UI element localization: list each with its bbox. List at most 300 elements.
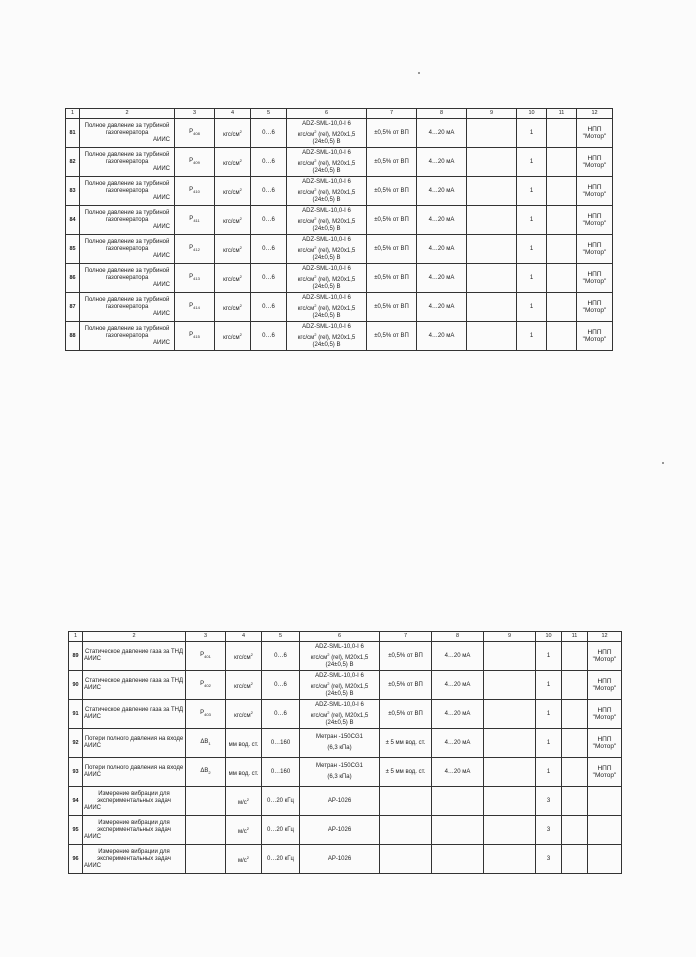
row-number: 91: [69, 700, 83, 729]
unit-cell: [226, 845, 262, 874]
range-cell: 0…6: [251, 264, 287, 293]
sensor-spec-line: [288, 128, 365, 139]
sensor-spec-line: [288, 302, 365, 313]
signal-cell: 4…20 мА: [417, 148, 467, 177]
unit: кгс/см: [223, 160, 240, 167]
error-cell: ±0,5% от ВП: [380, 671, 432, 700]
parameter-name-cell: [80, 235, 175, 264]
unit-cell: [226, 816, 262, 845]
symbol-index: 2: [208, 770, 211, 776]
sensor-supply: (24±0,5) В: [312, 196, 341, 203]
parameter-name: Полное давление за турбиной газогенератора: [84, 267, 170, 281]
symbol: P: [200, 651, 205, 658]
row-number: 90: [69, 671, 83, 700]
sensor-supply: (24±0,5) В: [312, 312, 341, 319]
sensor-spec-line: [301, 741, 378, 752]
error-cell: ± 5 мм вод. ст.: [380, 729, 432, 758]
symbol-index: 411: [193, 218, 200, 224]
sensor-thread: (rel), M20x1,5: [318, 131, 356, 138]
sensor-unit: кгс/см: [297, 276, 315, 283]
table-row: [66, 235, 613, 264]
symbol: P: [189, 273, 194, 280]
sensor-cell: [300, 845, 380, 874]
sensor-model: ADZ-SML-10,0-I 6: [315, 643, 364, 650]
symbol-cell: [186, 758, 226, 787]
symbol: P: [189, 128, 194, 135]
sensor-model: ADZ-SML-10,0-I 6: [302, 294, 351, 301]
sensor-unit: кгс/см: [297, 334, 315, 341]
manufacturer-cell: НПП "Мотор": [588, 671, 622, 700]
header-cell: 2: [80, 109, 175, 119]
manufacturer-cell: НПП "Мотор": [577, 148, 613, 177]
col9-cell: [484, 816, 536, 845]
sensor-model: Метран -150CG1: [316, 734, 363, 740]
unit: м/с: [237, 799, 247, 806]
measurement-table-2: [68, 631, 622, 874]
qty-cell: 1: [517, 293, 547, 322]
row-number: 92: [69, 729, 83, 758]
manufacturer-cell: НПП "Мотор": [588, 700, 622, 729]
sensor-model: ADZ-SML-10,0-I 6: [302, 120, 351, 127]
error-cell: [380, 845, 432, 874]
qty-cell: 3: [536, 787, 562, 816]
sensor-model: ADZ-SML-10,0-I 6: [302, 236, 351, 243]
parameter-name-cell: [80, 206, 175, 235]
table-row: [69, 787, 622, 816]
range-cell: 0…20 кГц: [262, 787, 300, 816]
sensor-model: ADZ-SML-10,0-I 6: [302, 265, 351, 272]
col9-cell: [467, 264, 517, 293]
error-cell: ± 5 мм вод. ст.: [380, 758, 432, 787]
col11-cell: [547, 264, 577, 293]
error-cell: ±0,5% от ВП: [367, 322, 417, 351]
symbol: ΔB: [200, 738, 209, 745]
sensor-thread: (rel), M20x1,5: [318, 218, 356, 225]
range-cell: 0…6: [262, 700, 300, 729]
unit-power: 2: [239, 302, 242, 308]
col9-cell: [484, 758, 536, 787]
range-cell: 0…160: [262, 729, 300, 758]
parameter-name: Полное давление за турбиной газогенератора: [84, 238, 170, 252]
symbol: P: [200, 709, 205, 716]
row-number: 95: [69, 816, 83, 845]
range-cell: 0…6: [251, 119, 287, 148]
col9-cell: [467, 235, 517, 264]
sensor-supply: (24±0,5) В: [312, 225, 341, 232]
table-row: [66, 148, 613, 177]
manufacturer-cell: НПП "Мотор": [588, 758, 622, 787]
unit-power: 2: [246, 796, 250, 802]
col11-cell: [562, 787, 588, 816]
sensor-unit: кгс/см: [310, 683, 328, 690]
sensor-spec-line: [288, 273, 365, 284]
sensor-unit-power: 2: [314, 157, 317, 163]
sensor-supply: (24±0,5) В: [312, 283, 341, 290]
unit-cell: [215, 119, 251, 148]
symbol: P: [189, 331, 194, 338]
unit-power: 2: [246, 825, 250, 831]
parameter-name: Полное давление за турбиной газогенератора: [84, 296, 170, 310]
qty-cell: 1: [517, 177, 547, 206]
table-row: [69, 642, 622, 671]
sensor-thread: (rel), M20x1,5: [318, 276, 356, 283]
sensor-model: АР-1026: [327, 855, 352, 862]
row-number: 85: [66, 235, 80, 264]
symbol-index: 402: [204, 683, 211, 689]
sensor-cell: [287, 177, 367, 206]
header-cell: 8: [417, 109, 467, 119]
sensor-cell: [300, 787, 380, 816]
col11-cell: [562, 758, 588, 787]
symbol: P: [189, 215, 194, 222]
system-label: АИИС: [84, 772, 101, 778]
header-cell: 7: [380, 632, 432, 642]
error-cell: ±0,5% от ВП: [367, 264, 417, 293]
qty-cell: 1: [517, 206, 547, 235]
error-cell: ±0,5% от ВП: [367, 293, 417, 322]
header-cell: 7: [367, 109, 417, 119]
sensor-unit: кгс/см: [297, 189, 315, 196]
row-number: 86: [66, 264, 80, 293]
table-row: [66, 206, 613, 235]
manufacturer-cell: НПП "Мотор": [577, 206, 613, 235]
range-cell: 0…6: [251, 148, 287, 177]
table-row: [69, 700, 622, 729]
sensor-unit-power: 2: [327, 709, 330, 715]
sensor-model: Метран -150CG1: [316, 763, 363, 769]
sensor-spec-line: [301, 680, 378, 691]
symbol: P: [189, 157, 194, 164]
sensor-unit-power: 2: [314, 244, 317, 250]
qty-cell: 1: [536, 642, 562, 671]
col9-cell: [467, 293, 517, 322]
symbol-cell: [175, 264, 215, 293]
parameter-name: Измерение вибрации для экспериментальных задач: [97, 848, 171, 862]
sensor-cell: [300, 729, 380, 758]
symbol-cell: [175, 177, 215, 206]
system-label: АИИС: [153, 339, 170, 346]
col11-cell: [547, 206, 577, 235]
symbol: ΔB: [200, 767, 209, 774]
signal-cell: 4…20 мА: [417, 235, 467, 264]
system-label: АИИС: [153, 194, 170, 201]
parameter-name: Статическое давление газа за ТНД: [84, 678, 184, 684]
unit-power: 2: [250, 680, 253, 686]
symbol: P: [200, 680, 205, 687]
col11-cell: [547, 119, 577, 148]
header-cell: 6: [287, 109, 367, 119]
sensor-unit: кгс/см: [297, 160, 315, 167]
parameter-name-cell: [80, 293, 175, 322]
error-cell: ±0,5% от ВП: [380, 700, 432, 729]
table-row: [69, 758, 622, 787]
sensor-thread: (rel), M20x1,5: [318, 189, 356, 196]
sensor-thread: (rel), M20x1,5: [331, 683, 369, 690]
col11-cell: [547, 177, 577, 206]
parameter-name: Статическое давление газа за ТНД: [84, 649, 184, 655]
col9-cell: [467, 119, 517, 148]
qty-cell: 1: [536, 729, 562, 758]
sensor-unit: кгс/см: [297, 305, 315, 312]
table-row: [66, 119, 613, 148]
symbol: P: [189, 186, 194, 193]
range-cell: 0…6: [251, 206, 287, 235]
sensor-cell: [287, 119, 367, 148]
parameter-name-cell: [80, 177, 175, 206]
sensor-model: ADZ-SML-10,0-I 6: [302, 178, 351, 185]
range-cell: 0…6: [251, 293, 287, 322]
system-label: АИИС: [153, 136, 170, 143]
error-cell: [380, 787, 432, 816]
header-row: [69, 632, 622, 642]
sensor-model: ADZ-SML-10,0-I 6: [315, 672, 364, 679]
symbol-cell: [175, 322, 215, 351]
signal-cell: 4…20 мА: [432, 671, 484, 700]
error-cell: ±0,5% от ВП: [367, 235, 417, 264]
table-row: [66, 177, 613, 206]
unit-power: 2: [239, 157, 242, 163]
table-2-body: [69, 632, 622, 874]
header-cell: 8: [432, 632, 484, 642]
parameter-name-cell: [83, 642, 186, 671]
unit-cell: [226, 787, 262, 816]
sensor-cell: [287, 235, 367, 264]
col9-cell: [484, 642, 536, 671]
qty-cell: 1: [517, 264, 547, 293]
col11-cell: [547, 293, 577, 322]
unit-power: 2: [250, 651, 253, 657]
system-label: АИИС: [84, 862, 101, 869]
unit: кгс/см: [223, 247, 240, 254]
header-cell: 10: [517, 109, 547, 119]
sensor-model: ADZ-SML-10,0-I 6: [302, 207, 351, 214]
header-cell: 6: [300, 632, 380, 642]
symbol-cell: [175, 235, 215, 264]
unit: м/с: [237, 828, 247, 835]
symbol: P: [189, 302, 194, 309]
system-label: АИИС: [84, 743, 101, 749]
sensor-supply: (24±0,5) В: [312, 138, 341, 145]
signal-cell: [432, 845, 484, 874]
row-number: 88: [66, 322, 80, 351]
row-number: 89: [69, 642, 83, 671]
parameter-name: Измерение вибрации для экспериментальных задач: [97, 790, 171, 804]
system-label: АИИС: [153, 223, 170, 230]
parameter-name-cell: [80, 148, 175, 177]
sensor-spec-line: [288, 157, 365, 168]
parameter-name-cell: [83, 729, 186, 758]
header-cell: 10: [536, 632, 562, 642]
header-cell: 11: [562, 632, 588, 642]
sensor-unit-power: 2: [314, 215, 317, 221]
header-cell: 5: [251, 109, 287, 119]
unit-power: 2: [239, 215, 242, 221]
system-label: АИИС: [153, 281, 170, 288]
unit-cell: [226, 700, 262, 729]
signal-cell: 4…20 мА: [432, 758, 484, 787]
scan-speck: [662, 462, 664, 464]
sensor-thread: (rel), M20x1,5: [318, 305, 356, 312]
parameter-name-cell: [83, 845, 186, 874]
sensor-cell: [300, 642, 380, 671]
col9-cell: [484, 700, 536, 729]
unit-power: 2: [239, 244, 242, 250]
sensor-supply: (24±0,5) В: [312, 254, 341, 261]
signal-cell: [432, 787, 484, 816]
parameter-name: Измерение вибрации для экспериментальных задач: [97, 819, 171, 833]
sensor-unit: кгс/см: [297, 218, 315, 225]
col11-cell: [562, 700, 588, 729]
col11-cell: [562, 642, 588, 671]
parameter-name: Потери полного давления на входе: [84, 765, 184, 771]
sensor-unit: кгс/см: [297, 131, 315, 138]
header-cell: 2: [83, 632, 186, 642]
symbol-index: 412: [193, 247, 200, 253]
table-row: [69, 845, 622, 874]
row-number: 87: [66, 293, 80, 322]
col9-cell: [467, 322, 517, 351]
sensor-supply: (24±0,5) В: [325, 690, 354, 697]
table-row: [66, 322, 613, 351]
sensor-model: ADZ-SML-10,0-I 6: [302, 323, 351, 330]
col9-cell: [467, 206, 517, 235]
sensor-unit-power: 2: [314, 128, 317, 134]
qty-cell: 1: [517, 235, 547, 264]
header-row: [66, 109, 613, 119]
sensor-unit-power: 2: [327, 680, 330, 686]
system-label: АИИС: [153, 252, 170, 259]
manufacturer-cell: НПП "Мотор": [577, 177, 613, 206]
unit-cell: [215, 293, 251, 322]
sensor-cell: [300, 700, 380, 729]
header-cell: 3: [175, 109, 215, 119]
col11-cell: [562, 845, 588, 874]
qty-cell: 1: [536, 671, 562, 700]
parameter-name-cell: [80, 264, 175, 293]
unit: мм вод. ст.: [228, 741, 259, 748]
manufacturer-cell: НПП "Мотор": [577, 264, 613, 293]
symbol-cell: [175, 293, 215, 322]
sensor-cell: [300, 816, 380, 845]
system-label: АИИС: [84, 833, 101, 840]
parameter-name: Полное давление за турбиной газогенератора: [84, 325, 170, 339]
symbol-cell: [186, 816, 226, 845]
range-cell: 0…160: [262, 758, 300, 787]
header-cell: 11: [547, 109, 577, 119]
header-cell: 12: [588, 632, 622, 642]
sensor-cell: [300, 758, 380, 787]
table-row: [66, 264, 613, 293]
sensor-unit-power: 2: [314, 186, 317, 192]
unit-cell: [226, 642, 262, 671]
col9-cell: [484, 787, 536, 816]
col11-cell: [562, 816, 588, 845]
parameter-name-cell: [83, 758, 186, 787]
col11-cell: [547, 322, 577, 351]
symbol-index: 414: [193, 305, 200, 311]
manufacturer-cell: [588, 787, 622, 816]
sensor-supply: (24±0,5) В: [312, 167, 341, 174]
sensor-model: АР-1026: [327, 797, 352, 804]
col9-cell: [484, 845, 536, 874]
parameter-name-cell: [83, 816, 186, 845]
symbol-cell: [186, 787, 226, 816]
parameter-name: Полное давление за турбиной газогенератора: [84, 151, 170, 165]
row-number: 96: [69, 845, 83, 874]
signal-cell: 4…20 мА: [417, 293, 467, 322]
qty-cell: 1: [517, 119, 547, 148]
sensor-spec-line: [288, 186, 365, 197]
table-row: [69, 729, 622, 758]
unit-cell: [215, 206, 251, 235]
sensor-cell: [287, 206, 367, 235]
col11-cell: [547, 148, 577, 177]
header-cell: 9: [467, 109, 517, 119]
col9-cell: [467, 177, 517, 206]
sensor-spec-line: [301, 709, 378, 720]
sensor-thread: (rel), M20x1,5: [318, 334, 356, 341]
sensor-unit-power: 2: [314, 331, 317, 337]
sensor-cell: [287, 322, 367, 351]
unit: кгс/см: [223, 218, 240, 225]
qty-cell: 3: [536, 816, 562, 845]
signal-cell: 4…20 мА: [417, 264, 467, 293]
symbol-cell: [186, 729, 226, 758]
unit: кгс/см: [234, 712, 251, 719]
header-cell: 1: [69, 632, 83, 642]
unit-power: 2: [239, 186, 242, 192]
symbol-cell: [175, 119, 215, 148]
symbol-cell: [175, 148, 215, 177]
qty-cell: 1: [517, 148, 547, 177]
unit: кгс/см: [223, 131, 240, 138]
sensor-spec-line: [301, 770, 378, 781]
sensor-cell: [287, 148, 367, 177]
manufacturer-cell: НПП "Мотор": [577, 293, 613, 322]
sensor-supply: (24±0,5) В: [325, 661, 354, 668]
range-cell: 0…6: [262, 671, 300, 700]
sensor-thread: (rel), M20x1,5: [318, 160, 356, 167]
sensor-cell: [300, 671, 380, 700]
error-cell: ±0,5% от ВП: [367, 148, 417, 177]
symbol-cell: [186, 642, 226, 671]
range-cell: 0…6: [251, 322, 287, 351]
symbol-index: 403: [204, 712, 211, 718]
manufacturer-cell: НПП "Мотор": [588, 642, 622, 671]
symbol: P: [189, 244, 194, 251]
parameter-name-cell: [83, 700, 186, 729]
signal-cell: 4…20 мА: [432, 729, 484, 758]
unit: кгс/см: [234, 654, 251, 661]
header-cell: 3: [186, 632, 226, 642]
sensor-thread: (rel), M20x1,5: [331, 654, 369, 661]
manufacturer-cell: [588, 816, 622, 845]
sensor-unit: (6,3 кПа): [327, 774, 352, 780]
manufacturer-cell: НПП "Мотор": [588, 729, 622, 758]
signal-cell: 4…20 мА: [417, 206, 467, 235]
sensor-unit-power: 2: [327, 651, 330, 657]
symbol-index: 409: [193, 160, 200, 166]
sensor-unit: кгс/см: [310, 654, 328, 661]
system-label: АИИС: [153, 310, 170, 317]
qty-cell: 1: [536, 700, 562, 729]
error-cell: ±0,5% от ВП: [367, 119, 417, 148]
error-cell: ±0,5% от ВП: [367, 206, 417, 235]
range-cell: 0…20 кГц: [262, 816, 300, 845]
symbol-index: 410: [193, 189, 200, 195]
qty-cell: 1: [536, 758, 562, 787]
symbol-cell: [186, 700, 226, 729]
